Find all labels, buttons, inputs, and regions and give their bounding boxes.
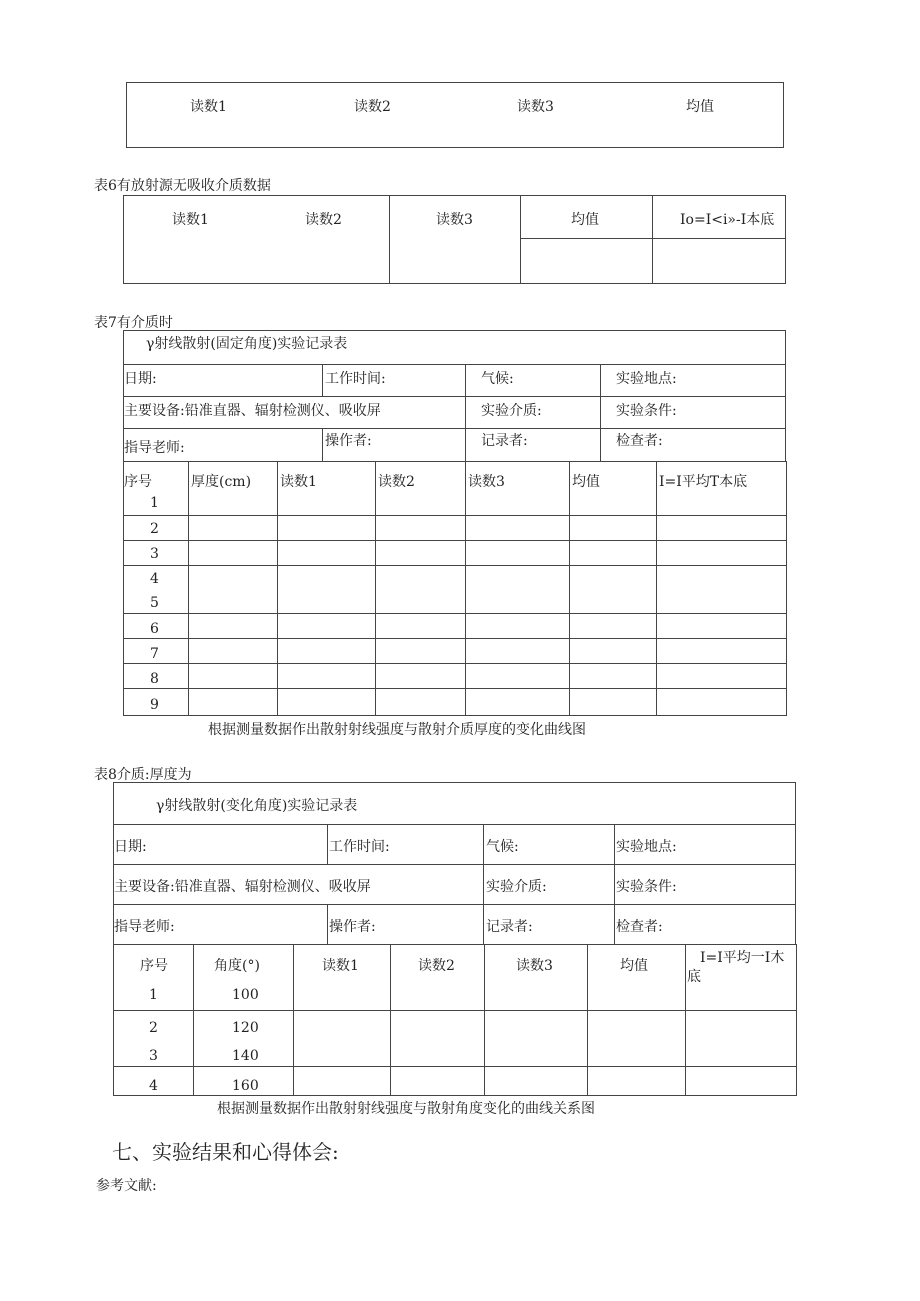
t8-operator: 操作者: (329, 919, 376, 935)
t7-data-cell (375, 515, 466, 541)
t7-data-cell (465, 663, 570, 689)
t8-row-index: 2 (149, 1020, 158, 1036)
t7-data-cell (465, 638, 570, 664)
t8-conditions: 实验条件: (616, 879, 677, 895)
t7-date: 日期: (124, 371, 157, 387)
t7-data-cell (277, 540, 376, 566)
t5-h2: 读数2 (354, 99, 391, 115)
t7-checker: 检查者: (616, 433, 663, 449)
t8-data-cell (685, 1066, 797, 1096)
t7-data-cell (188, 540, 278, 566)
t7-row-index: 5 (150, 595, 159, 611)
t8-medium: 实验介质: (486, 879, 547, 895)
t7-data-cell (656, 565, 787, 614)
t7-data-cell (375, 688, 466, 716)
t8-row-angle: 120 (232, 1020, 259, 1036)
t7-row-index: 8 (150, 671, 159, 687)
references-label: 参考文献: (96, 1178, 157, 1194)
t7-data-cell (465, 540, 570, 566)
t8-data-cell (293, 1010, 391, 1067)
t7-row-index: 9 (150, 697, 159, 713)
t8-row-angle: 160 (232, 1078, 259, 1094)
t8-date: 日期: (114, 839, 147, 855)
table7-caption: 表7有介质时 (94, 315, 173, 331)
t8-weather: 气候: (486, 839, 519, 855)
t8-checker: 检查者: (616, 919, 663, 935)
t8-row-angle: 140 (232, 1048, 259, 1064)
t7-location: 实验地点: (616, 371, 677, 387)
t8-data-cell (293, 1066, 391, 1096)
t7-data-cell (569, 613, 657, 639)
t7-data-cell (569, 638, 657, 664)
t7-title: γ射线散射(固定角度)实验记录表 (146, 336, 348, 352)
t7-data-cell (465, 515, 570, 541)
t7-data-cell (569, 565, 657, 614)
t7-data-cell (188, 688, 278, 716)
t7-worktime: 工作时间: (325, 371, 386, 387)
t7-h-r1: 读数1 (280, 474, 317, 490)
t6-cell (123, 195, 390, 284)
t8-h-r3: 读数3 (516, 958, 553, 974)
t8-data-cell (484, 1010, 588, 1067)
t7-data-cell (188, 565, 278, 614)
t8-equipment: 主要设备:铅准直器、辐射检测仪、吸收屏 (114, 879, 371, 895)
t6-cell (652, 238, 786, 284)
t7-data-cell (188, 638, 278, 664)
t7-data-cell (656, 638, 787, 664)
t6-h3: 读数3 (436, 212, 473, 228)
t7-data-cell (277, 613, 376, 639)
t8-note: 根据测量数据作出散射射线强度与散射角度变化的曲线关系图 (217, 1101, 595, 1117)
t7-row-index: 2 (150, 521, 159, 537)
t7-data-cell (656, 613, 787, 639)
t7-h-thickness: 厚度(cm) (191, 474, 252, 490)
t7-h-mean: 均值 (572, 474, 600, 490)
t8-h-index: 序号 (140, 958, 168, 974)
t7-h-i: I=I平均T本底 (659, 474, 748, 490)
t7-data-cell (465, 613, 570, 639)
t8-h-mean: 均值 (620, 958, 648, 974)
t7-row-index: 6 (150, 621, 159, 637)
t7-h-r2: 读数2 (378, 474, 415, 490)
t7-row-index: 1 (150, 495, 159, 511)
t5-h1: 读数1 (190, 99, 227, 115)
t7-h-index: 序号 (124, 474, 152, 490)
section-heading: 七、实验结果和心得体会: (112, 1140, 339, 1164)
t6-h4: 均值 (571, 212, 599, 228)
t8-h-r2: 读数2 (418, 958, 455, 974)
t7-data-cell (277, 515, 376, 541)
t8-data-cell (484, 1066, 588, 1096)
t7-data-cell (277, 688, 376, 716)
t7-weather: 气候: (481, 371, 514, 387)
t8-row-index: 3 (149, 1048, 158, 1064)
t8-data-cell (390, 1010, 485, 1067)
t7-data-cell (656, 540, 787, 566)
t7-recorder: 记录者: (481, 433, 528, 449)
t7-data-cell (375, 613, 466, 639)
t8-location: 实验地点: (616, 839, 677, 855)
t8-h-i-cont: 底 (687, 969, 701, 985)
t8-data-cell (587, 1010, 686, 1067)
t8-h-i: I=I平均一I木 (700, 950, 785, 966)
t7-data-cell (656, 663, 787, 689)
t7-h-r3: 读数3 (468, 474, 505, 490)
t8-row-index: 1 (149, 987, 158, 1003)
t7-data-cell (375, 638, 466, 664)
t7-note: 根据测量数据作出散射射线强度与散射介质厚度的变化曲线图 (208, 722, 586, 738)
t7-equipment: 主要设备:铅准直器、辐射检测仪、吸收屏 (124, 403, 381, 419)
t7-data-cell (569, 688, 657, 716)
t7-data-cell (375, 565, 466, 614)
t7-data-cell (188, 613, 278, 639)
t7-data-cell (277, 565, 376, 614)
t8-data-cell (390, 1066, 485, 1096)
t8-h-r1: 读数1 (322, 958, 359, 974)
t7-data-cell (569, 515, 657, 541)
t7-operator: 操作者: (325, 433, 372, 449)
t8-row-index: 4 (149, 1078, 158, 1094)
t7-row-index: 3 (150, 546, 159, 562)
table8-caption: 表8介质:厚度为 (94, 767, 192, 783)
t6-h1: 读数1 (172, 212, 209, 228)
t7-data-cell (188, 515, 278, 541)
t7-data-cell (465, 565, 570, 614)
t8-row-angle: 100 (232, 987, 259, 1003)
t6-h5: Io=I<i»-I本底 (680, 212, 775, 228)
t8-data-cell (685, 1010, 797, 1067)
t7-medium: 实验介质: (481, 403, 542, 419)
t5-h4: 均值 (686, 99, 714, 115)
t6-h2: 读数2 (305, 212, 342, 228)
t8-worktime: 工作时间: (329, 839, 390, 855)
table6-caption: 表6有放射源无吸收介质数据 (94, 178, 271, 194)
t7-data-cell (277, 638, 376, 664)
t7-data-cell (188, 663, 278, 689)
t7-data-cell (569, 663, 657, 689)
t7-data-cell (656, 515, 787, 541)
t7-data-cell (465, 688, 570, 716)
t8-h-angle: 角度(°) (214, 958, 260, 974)
t7-teacher: 指导老师: (124, 440, 185, 456)
t7-row-index: 7 (150, 646, 159, 662)
t8-teacher: 指导老师: (114, 919, 175, 935)
t7-data-cell (277, 663, 376, 689)
t7-data-cell (375, 540, 466, 566)
t8-data-cell (587, 1066, 686, 1096)
t7-row-index: 4 (150, 571, 159, 587)
t6-cell (520, 238, 653, 284)
t7-data-cell (375, 663, 466, 689)
t5-h3: 读数3 (517, 99, 554, 115)
t8-recorder: 记录者: (486, 919, 533, 935)
t7-conditions: 实验条件: (616, 403, 677, 419)
t8-title: γ射线散射(变化角度)实验记录表 (156, 798, 358, 814)
t7-data-cell (569, 540, 657, 566)
t7-data-cell (656, 688, 787, 716)
